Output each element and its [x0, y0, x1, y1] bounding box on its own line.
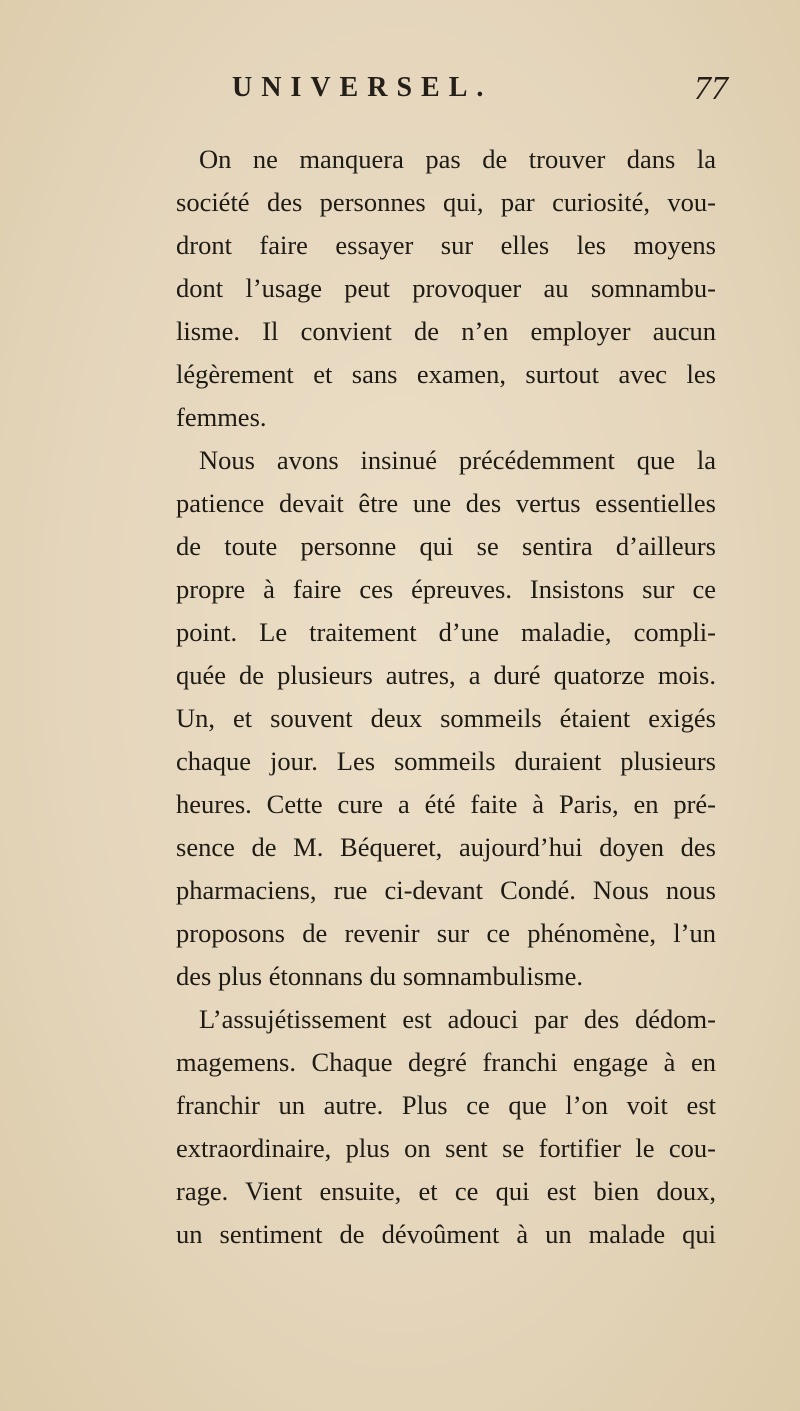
running-head: UNIVERSEL.: [232, 72, 493, 103]
text-line: patience devait être une des vertus essentielles: [176, 488, 716, 518]
body-text: [176, 138, 716, 1256]
text-line: chaque jour. Les sommeils duraient plusieurs: [176, 746, 716, 776]
text-line: dront faire essayer sur elles les moyens: [176, 230, 716, 260]
text-line: extraordinaire, plus on sent se fortifier le cou-: [176, 1133, 716, 1163]
text-line: Nous avons insinué précédemment que la: [199, 445, 716, 475]
text-line: L’assujétissement est adouci par des dédom-: [199, 1004, 716, 1034]
text-line: point. Le traitement d’une maladie, compli-: [176, 617, 716, 647]
text-line: sence de M. Béqueret, aujourd’hui doyen des: [176, 832, 716, 862]
text-line: magemens. Chaque degré franchi engage à en: [176, 1047, 716, 1077]
text-line: dont l’usage peut provoquer au somnambu-: [176, 273, 716, 303]
text-line: pharmaciens, rue ci-devant Condé. Nous nous: [176, 875, 716, 905]
text-line: des plus étonnans du somnambulisme.: [176, 961, 584, 991]
text-line: lisme. Il convient de n’en employer aucun: [176, 316, 716, 346]
text-line: propre à faire ces épreuves. Insistons sur ce: [176, 574, 716, 604]
text-line: rage. Vient ensuite, et ce qui est bien doux,: [176, 1176, 716, 1206]
text-line: proposons de revenir sur ce phénomène, l’un: [176, 918, 716, 948]
text-line: de toute personne qui se sentira d’ailleurs: [176, 531, 716, 561]
text-line: femmes.: [176, 402, 267, 432]
text-line: société des personnes qui, par curiosité, vou-: [176, 187, 716, 217]
text-line: Un, et souvent deux sommeils étaient exigés: [176, 703, 716, 733]
text-line: quée de plusieurs autres, a duré quatorze mois.: [176, 660, 716, 690]
text-line: heures. Cette cure a été faite à Paris, en pré-: [176, 789, 716, 819]
text-line: franchir un autre. Plus ce que l’on voit est: [176, 1090, 716, 1120]
text-line: légèrement et sans examen, surtout avec les: [176, 359, 716, 389]
text-line: un sentiment de dévoûment à un malade qui: [176, 1219, 716, 1249]
page-number: 77: [694, 70, 728, 107]
text-line: On ne manquera pas de trouver dans la: [199, 144, 716, 174]
